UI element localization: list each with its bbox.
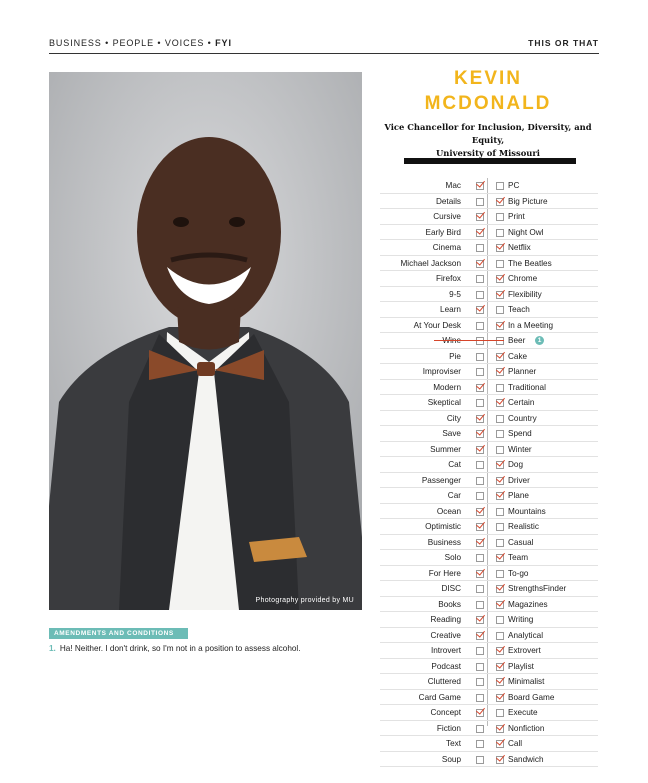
choice-right-label: Call [508,739,523,748]
choice-row [380,271,598,287]
choice-right-label: Traditional [508,382,546,392]
choice-right-label: Board Game [508,692,555,702]
choice-row [380,256,598,272]
choice-right-checkbox[interactable] [496,229,504,237]
choice-left-checkbox[interactable] [476,291,484,299]
choice-row [380,736,598,752]
choice-right-checkbox[interactable] [496,384,504,392]
choice-right-label: To-go [508,568,529,578]
choice-right-label: StrengthsFinder [508,584,567,593]
choice-left-checkbox[interactable] [476,446,484,454]
choice-right-checkbox[interactable] [496,663,504,671]
choice-left-checkbox[interactable] [476,260,484,268]
choice-right-checkbox[interactable] [496,198,504,206]
portrait-illustration [49,72,362,610]
choice-right-label: Dog [508,460,524,469]
choice-left-label: Summer [430,444,461,454]
choice-left-checkbox[interactable] [476,275,484,283]
choice-row [380,566,598,582]
choice-right-label: Winter [508,444,532,454]
choice-right-checkbox[interactable] [496,647,504,655]
choice-right-label: Nonfiction [508,723,545,733]
choice-left-label: Text [445,739,461,748]
choice-row [380,364,598,380]
first-name: KEVIN [453,68,523,89]
choice-left-checkbox[interactable] [476,694,484,702]
choice-row [380,287,598,303]
portrait-photo [49,72,362,610]
choice-left-checkbox[interactable] [476,570,484,578]
person-title [375,121,601,160]
choice-left-checkbox[interactable] [476,368,484,376]
choice-row [380,504,598,520]
choice-row [380,302,598,318]
choice-right-checkbox[interactable] [496,756,504,764]
choice-right-checkbox[interactable] [496,430,504,438]
choice-right-label: In a Meeting [508,320,554,330]
choice-left-label: Soup [441,754,461,764]
header-rule [49,53,599,54]
choice-left-label: At Your Desk [413,320,461,330]
choice-row [380,209,598,225]
choice-left-checkbox[interactable] [476,647,484,655]
choice-left-label: Fiction [436,723,461,733]
choice-left-label: Optimistic [425,522,461,531]
choice-left-label: Details [435,196,461,206]
choice-right-label: Planner [508,367,537,376]
choice-left-checkbox[interactable] [476,384,484,392]
choice-right-label: Playlist [508,661,534,671]
choice-row [380,488,598,504]
choice-right-label: Sandwich [508,754,544,764]
choice-row [380,628,598,644]
choice-row [380,752,598,768]
choice-right-checkbox[interactable] [496,260,504,268]
choice-right-checkbox[interactable] [496,601,504,609]
choice-row [380,349,598,365]
this-or-that-list [380,178,598,767]
choice-right-label: Mountains [508,506,546,516]
choice-right-label: Team [508,553,529,562]
choice-left-label: Firefox [435,274,461,283]
choice-right-checkbox[interactable] [496,446,504,454]
choice-right-checkbox[interactable] [496,213,504,221]
amendments-label: AMENDMENTS AND CONDITIONS [49,628,188,639]
choice-right-label: Spend [508,429,532,438]
choice-left-checkbox[interactable] [476,678,484,686]
choice-left-label: Introvert [430,646,461,655]
choice-left-checkbox[interactable] [476,616,484,624]
choice-left-label: 9-5 [449,289,461,299]
choice-left-checkbox[interactable] [476,322,484,330]
choice-left-label: Michael Jackson [400,258,461,268]
choice-right-checkbox[interactable] [496,709,504,717]
choice-right-checkbox[interactable] [496,508,504,516]
choice-left-checkbox[interactable] [476,213,484,221]
choice-row [380,457,598,473]
choice-right-label: Analytical [508,630,544,640]
choice-right-label: Big Picture [508,196,548,206]
nav-business[interactable]: BUSINESS [49,38,102,48]
choice-left-label: Concept [430,708,461,717]
choice-right-checkbox[interactable] [496,275,504,283]
choice-right-checkbox[interactable] [496,725,504,733]
nav-people[interactable]: PEOPLE [112,38,154,48]
choice-left-checkbox[interactable] [476,539,484,547]
choice-right-checkbox[interactable] [496,353,504,361]
choice-left-label: Early Bird [425,227,461,237]
choice-right-label: Plane [508,491,529,500]
choice-row [380,395,598,411]
choice-left-label: For Here [428,568,461,578]
choice-row [380,318,598,334]
amendment-number: 1. [49,644,56,653]
choice-left-label: Skeptical [427,398,461,407]
choice-right-label: Flexibility [508,289,542,299]
choice-row [380,581,598,597]
title-divider [404,158,576,164]
choice-left-checkbox[interactable] [476,477,484,485]
choice-left-checkbox[interactable] [476,182,484,190]
choice-left-checkbox[interactable] [476,554,484,562]
choice-left-label: Mac [445,181,461,190]
choice-left-label: Car [447,491,461,500]
choice-right-label: Casual [508,537,534,547]
choice-left-label: Solo [444,553,461,562]
choice-left-label: Passenger [421,475,461,485]
choice-left-checkbox[interactable] [476,632,484,640]
choice-right-label: Driver [508,475,530,485]
choice-row [380,442,598,458]
choice-right-checkbox[interactable] [496,244,504,252]
choice-left-checkbox[interactable] [476,229,484,237]
nav-fyi[interactable]: FYI [215,38,232,48]
choice-left-checkbox[interactable] [476,508,484,516]
choice-right-label: Night Owl [508,227,544,237]
choice-left-checkbox[interactable] [476,601,484,609]
choice-left-label: Cursive [433,212,461,221]
last-name: MCDONALD [424,93,552,114]
choice-right-label: PC [508,181,520,190]
choice-right-label: Magazines [508,599,548,609]
choice-right-checkbox[interactable] [496,399,504,407]
choice-right-checkbox[interactable] [496,477,504,485]
choice-left-checkbox[interactable] [476,461,484,469]
choice-right-label: Execute [508,708,538,717]
choice-left-checkbox[interactable] [476,523,484,531]
choice-row [380,178,598,194]
choice-left-label: Modern [433,382,461,392]
choice-right-label: Chrome [508,274,538,283]
choice-right-checkbox[interactable] [496,322,504,330]
choice-row [380,380,598,396]
choice-rows [380,178,598,767]
choice-right-label: Certain [508,398,535,407]
choice-row [380,225,598,241]
choice-right-checkbox[interactable] [496,694,504,702]
choice-right-checkbox[interactable] [496,415,504,423]
choice-right-checkbox[interactable] [496,570,504,578]
choice-row [380,721,598,737]
choice-left-label: Learn [440,305,461,314]
choice-left-label: DISC [441,584,461,593]
choice-left-checkbox[interactable] [476,492,484,500]
choice-row [380,659,598,675]
choice-left-label: Creative [430,630,461,640]
choice-right-checkbox[interactable] [496,616,504,624]
choice-row [380,550,598,566]
choice-left-label: Improviser [422,367,461,376]
choice-left-checkbox[interactable] [476,756,484,764]
choice-right-label: Country [508,413,537,423]
amendment-item [49,644,359,653]
choice-left-checkbox[interactable] [476,663,484,671]
nav-voices[interactable]: VOICES [164,38,205,48]
choice-left-label: Cat [448,460,461,469]
choice-left-label: Books [438,599,461,609]
choice-right-checkbox[interactable] [496,368,504,376]
amendment-text: Ha! Neither. I don't drink, so I'm not in a position to assess alcohol. [59,644,301,653]
choice-row [380,643,598,659]
choice-row [380,690,598,706]
choice-right-checkbox[interactable] [496,182,504,190]
person-name [378,66,598,116]
choice-right-checkbox[interactable] [496,539,504,547]
choice-left-checkbox[interactable] [476,353,484,361]
choice-right-label: Netflix [508,243,531,252]
choice-right-checkbox[interactable] [496,678,504,686]
choice-row [380,194,598,210]
choice-left-checkbox[interactable] [476,337,484,345]
choice-left-label: Business [427,537,461,547]
top-bar [49,38,599,54]
choice-left-checkbox[interactable] [476,399,484,407]
strikethrough-line [434,340,504,341]
choice-right-label: Cake [508,351,528,361]
choice-right-checkbox[interactable] [496,554,504,562]
choice-left-label: Ocean [436,506,461,516]
choice-row [380,411,598,427]
choice-row [380,612,598,628]
choice-right-checkbox[interactable] [496,492,504,500]
choice-left-label: Cluttered [427,677,461,686]
choice-row [380,597,598,613]
choice-row [380,705,598,721]
choice-right-checkbox[interactable] [496,585,504,593]
choice-row [380,473,598,489]
choice-left-label: Card Game [418,692,461,702]
section-nav: BUSINESS • PEOPLE • VOICES • FYI [49,38,232,48]
choice-right-label: Beer [508,336,526,345]
choice-left-checkbox[interactable] [476,415,484,423]
choice-right-label: Print [508,212,525,221]
choice-right-checkbox[interactable] [496,740,504,748]
choice-left-label: Cinema [432,243,461,252]
title-line-2: University of Missouri [436,148,540,158]
choice-left-checkbox[interactable] [476,244,484,252]
footnote-badge: 1 [535,336,544,345]
choice-left-checkbox[interactable] [476,306,484,314]
column-title: THIS OR THAT [528,38,599,48]
choice-right-label: Writing [508,615,534,624]
choice-row [380,535,598,551]
choice-row [380,426,598,442]
choice-left-checkbox[interactable] [476,725,484,733]
choice-left-label: City [446,413,461,423]
photo-credit: Photography provided by MU [255,597,354,604]
choice-left-label: Pie [449,351,461,361]
choice-left-label: Podcast [431,661,461,671]
choice-right-checkbox[interactable] [496,632,504,640]
choice-right-checkbox[interactable] [496,461,504,469]
title-line-1: Vice Chancellor for Inclusion, Diversity, and Equity, [384,122,592,145]
choice-right-label: Minimalist [508,677,545,686]
choice-left-checkbox[interactable] [476,430,484,438]
choice-right-label: The Beatles [508,258,552,268]
choice-left-checkbox[interactable] [476,585,484,593]
choice-right-label: Realistic [508,522,539,531]
choice-left-checkbox[interactable] [476,740,484,748]
choice-row [380,674,598,690]
choice-row [380,333,598,349]
choice-right-label: Extrovert [508,646,541,655]
choice-right-label: Teach [508,305,530,314]
choice-row [380,240,598,256]
choice-right-checkbox[interactable] [496,306,504,314]
choice-left-label: Reading [430,615,461,624]
choice-left-label: Save [442,429,461,438]
choice-row [380,519,598,535]
choice-right-checkbox[interactable] [496,523,504,531]
choice-right-checkbox[interactable] [496,337,504,345]
choice-left-checkbox[interactable] [476,709,484,717]
choice-right-checkbox[interactable] [496,291,504,299]
choice-left-checkbox[interactable] [476,198,484,206]
